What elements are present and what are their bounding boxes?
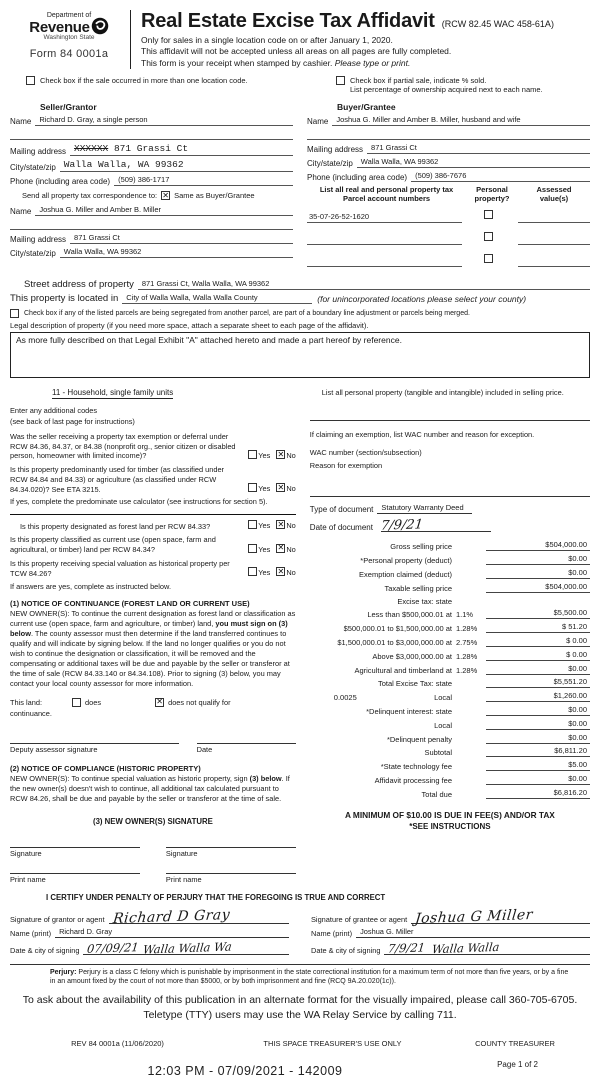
deputy-signature-label: Deputy assessor signature [10,744,98,754]
historic-yes-checkbox[interactable] [248,567,257,576]
right-divider-2 [310,496,590,497]
excise-value: $504,000.00 [486,540,590,551]
grantor-signature: Richard D Gray [111,906,231,927]
logo-revenue-text: Revenue [29,19,90,36]
buyer-mailing-label: Mailing address [307,145,364,155]
this-land-label: This land: [10,697,43,707]
parcel-row [307,205,590,223]
owner-signature-lines [10,838,296,858]
local-rate: 0.0025 [333,693,357,703]
parcel-number-header: List all real and personal property tax Parcel account numbers [319,185,454,204]
treasurer-stamp: 12:03 PM - 07/09/2021 - 142009 [147,1063,343,1078]
notice-continuance-title: (1) NOTICE OF CONTINUANCE (FOREST LAND OR CURRENT USE) [10,599,250,609]
current-use-yes-checkbox[interactable] [248,544,257,553]
additional-codes-note: (see back of last page for instructions) [10,417,135,427]
predominate-use-note: If yes, complete the predominate use calculator (see instructions for section 5). [10,497,268,507]
correspondence-row [22,191,293,200]
middle-section [10,386,590,886]
personal-property-checkbox-2[interactable] [484,232,493,241]
perjury-label: Perjury: [50,968,77,976]
logo-wa-state: Washington State [43,34,95,41]
timber-question: Is this property predominantly used for timber (as classified under RCW 84.84 and 84.33) or agriculture (as classified under RCW 84.34.020)? See ETA 3215. Yes ✕ No [10,465,296,494]
segregated-label: Check box if any of the listed parcels are being segregated from another parcel, are part of a boundary line adjustment or parcels being merged. [24,310,470,318]
land-does-not-label: does not qualify for [168,697,231,707]
notice-compliance-title: (2) NOTICE OF COMPLIANCE (HISTORIC PROPERTY) [10,763,201,773]
buyer-city-field[interactable]: Walla Walla, WA 99362 [357,157,590,168]
correspondence-city-label: City/state/zip [10,249,56,259]
ownership-percentage-note: List percentage of ownership acquired next to each name. [350,85,543,95]
assessed-value-field-3[interactable] [518,256,590,267]
forest-no-checkbox[interactable] [276,520,285,529]
header-instructions [141,35,554,69]
personal-property-checkbox-1[interactable] [484,210,493,219]
left-middle-column [10,386,296,886]
certification-section [10,893,590,955]
excise-value: $0.00 [486,568,590,579]
excise-value: $0.00 [486,554,590,565]
revenue-swirl-icon [91,17,109,35]
form-rcw-ref: (RCW 82.45 WAC 458-61A) [441,19,554,29]
minimum-due-line2: *SEE INSTRUCTIONS [409,821,491,831]
correspondence-label: Send all property tax correspondence to: [22,191,158,201]
parcel-row [307,227,590,245]
timber-no-checkbox[interactable] [276,483,285,492]
excise-value: $6,816.20 [486,788,590,799]
grantor-date-city-field[interactable] [83,938,289,957]
footer-divider [10,964,590,965]
buyer-phone-label: Phone (including area code) [307,173,408,183]
current-use-question-text: Is this property classified as current use (open space, farm and agricultural, or timber) land per RCW 84.34? [10,535,216,555]
seller-mailing-label: Mailing address [10,147,67,157]
current-use-question: Is this property classified as current use (open space, farm and agricultural, or timber) land per RCW 84.34? Yes ✕ No [10,535,296,555]
minimum-due-line1: A MINIMUM OF $10.00 IS DUE IN FEE(S) AND/OR TAX [344,809,555,820]
correspondence-name-label: Name [10,207,32,217]
forest-land-question: Is this property designated as forest land per RCW 84.33? Yes ✕ No [10,520,296,531]
excise-row: Above $3,000,000.00 at 1.28% $ 0.00 [310,650,590,661]
partial-sale-check [336,76,584,94]
seller-column [10,102,293,271]
buyer-name-label: Name [307,117,329,127]
owner-signature-label-1: Signature [10,848,42,858]
seller-name-extra-line[interactable] [10,129,293,140]
excise-row: Total due $6,816.20 [310,788,590,799]
excise-value: $1,260.00 [486,691,590,702]
certify-title: I CERTIFY UNDER PENALTY OF PERJURY THAT THE FOREGOING IS TRUE AND CORRECT [46,892,386,902]
header-instruction-1: Only for sales in a single location code on or after January 1, 2020. [141,35,393,45]
owner-print-label-2: Print name [165,874,202,884]
owner-signature-line-2[interactable] [166,838,296,848]
parcel-number-field-2[interactable] [307,234,462,245]
personal-property-header: Personal property? [474,185,510,204]
land-use-code: 11 - Household, single family units [52,388,174,398]
doc-type-label: Type of document [309,505,374,515]
excise-row: *State technology fee $5.00 [310,760,590,771]
correspondence-name-extra-line[interactable] [10,219,293,230]
continuance-label: continuance. [10,708,52,718]
header-instruction-2: This affidavit will not be accepted unless all areas on all pages are fully completed. [141,46,452,57]
excise-row: *Delinquent penalty $0.00 [310,733,590,744]
excise-row: Subtotal $6,811.20 [310,746,590,757]
alt-format-note [10,993,590,1023]
owner-signature-line-1[interactable] [10,838,140,848]
dor-logo-block [16,8,122,69]
grantor-signature-field[interactable] [109,906,290,927]
logo-dept-of: Department of [46,12,92,19]
footer-row [10,1039,590,1048]
parcel-number-field-1[interactable]: 35-07-26-52-1620 [307,212,462,223]
land-does-label: does [85,697,102,707]
section-divider [10,514,296,515]
segregated-checkbox[interactable] [10,309,19,318]
header-instruction-3-text: This form is your receipt when stamped by cashier. [141,57,333,68]
right-divider-1 [310,420,590,421]
forest-land-question-text: Is this property designated as forest land per RCW 84.33? [20,521,211,531]
seller-phone-field[interactable]: (509) 386-1717 [114,175,293,186]
assessed-value-field-1[interactable] [518,212,590,223]
seller-mailing-value: 871 Grassi Ct [113,143,189,155]
seller-name-label: Name [10,117,32,127]
doc-date-handwriting: 7/9/21 [380,517,424,535]
grantee-certify-block [311,906,590,955]
assessed-value-field-2[interactable] [518,234,590,245]
grantee-name-print-field[interactable]: Joshua G. Miller [356,927,590,938]
deputy-assessor-row [10,734,296,754]
grantee-signature: Joshua G Miller [414,906,534,927]
correspondence-mailing-label: Mailing address [10,235,67,245]
grantee-date-city-label: Date & city of signing [311,945,381,955]
notice-continuance-body: NEW OWNER(S): To continue the current designation as forest land or classification as current use (open space, farm and agriculture, or timber) land, you must sign on (3) below. The county assessor must then determine if the land transferred continues to qualify and will indicate by signing below. If the land no longer qualifies or you do not wish to continue the designation or classification, it will be removed and the compensating or additional taxes will be due and payable by the seller or transferor at the time of sale (RCW 84.33.140 or 84.34.108). Prior to signing (3) below, you may contact your local county assessor for more information. [10,609,296,688]
owner-print-line-2[interactable] [166,864,296,874]
timber-yes-checkbox[interactable] [248,483,257,492]
county-treasurer-label: COUNTY TREASURER [475,1038,555,1048]
excise-value: $ 51.20 [486,622,590,633]
excise-value: $5,500.00 [486,608,590,619]
doc-date-field[interactable] [380,517,491,535]
excise-row: Exemption claimed (deduct) $0.00 [310,568,590,579]
exemption-question-text: Was the seller receiving a property tax exemption or deferral under RCW 84.36, 84.37, or 84.38 (nonprofit org., senior citizen or disabled person, homeowner with limited income)? [10,431,236,461]
owner-signature-label-2: Signature [165,848,198,858]
deputy-date-label: Date [196,744,213,754]
grantor-name-print-label: Name (print) [10,928,52,938]
multiple-location-checkbox[interactable] [26,76,35,85]
partial-sale-checkbox[interactable] [336,76,345,85]
parcel-table-header [307,185,590,203]
seller-mailing-redacted: XXXXXX [74,143,109,155]
historic-question: Is this property receiving special valuation as historical property per TCW 84.26? Yes ✕ No [10,559,296,579]
excise-tax-table [310,540,590,798]
property-section [10,279,590,378]
grantee-date-handwriting: 7/9/21 [387,939,427,956]
excise-row: Taxable selling price $504,000.00 [310,582,590,593]
excise-value: $0.00 [486,664,590,675]
correspondence-name-field[interactable]: Joshua G. Miller and Amber B. Miller [35,205,293,216]
excise-value: $ 0.00 [486,636,590,647]
exemption-yes-checkbox[interactable] [248,450,257,459]
historic-no-checkbox[interactable] [276,567,285,576]
excise-row: $500,000.01 to $1,500,000.00 at 1.28% $ 51.20 [310,622,590,633]
alt-format-line: To ask about the availability of this publication in an alternate format for the visually impaired, please call 360-705-6705. [22,994,578,1007]
excise-value: $504,000.00 [486,582,590,593]
grantor-city-handwriting: Walla Walla Wa [142,938,233,957]
rev-number: REV 84 0001a (11/06/2020) [71,1038,164,1048]
located-in-label: This property is located in [10,293,119,305]
seller-phone-label: Phone (including area code) [10,177,111,187]
seller-mailing-field[interactable] [70,143,293,156]
excise-row: Excise tax: state [310,596,590,606]
excise-row: Local $0.00 [310,719,590,730]
assessed-value-header: Assessed value(s) [536,185,572,204]
treasurer-space-label: THIS SPACE TREASURER'S USE ONLY [263,1038,402,1048]
owner-print-name-lines [10,864,296,884]
grantor-name-print-field[interactable]: Richard D. Gray [55,927,289,938]
timber-question-text: Is this property predominantly used for timber (as classified under RCW 84.84 and 84.33) or agriculture (as classified under RCW 84.34.020)? See ETA 3215. [10,465,225,494]
located-in-field[interactable]: City of Walla Walla, Walla Walla County [122,293,312,304]
perjury-note [50,968,572,988]
buyer-mailing-field[interactable]: 871 Grassi Ct [367,143,590,154]
legal-description-label: Legal description of property (if you need more space, attach a separate sheet to each page of the affidavit). [10,321,369,331]
excise-row: Total Excise Tax: state $5,551.20 [310,677,590,688]
grantee-sig-label: Signature of grantee or agent [311,914,408,924]
notice-compliance-body: NEW OWNER(S): To continue special valuation as historic property, sign (3) below. If the new owner(s) doesn't wish to continue, all additional tax calculated pursuant to RCW 84.26, shall be due and payable by the seller or transferor at the time of sale. [10,773,290,803]
this-land-row [10,698,296,707]
excise-value: $6,811.20 [486,746,590,757]
parcel-row [307,249,590,267]
if-yes-note: If answers are yes, complete as instructed below. [10,582,172,592]
grantor-certify-block [10,906,289,955]
same-as-buyer-checkbox[interactable] [161,191,170,200]
partial-sale-label: Check box if partial sale, indicate % sold. [350,76,487,86]
correspondence-mailing-field[interactable]: 871 Grassi Ct [70,233,293,244]
legal-description-box[interactable]: As more fully described on that Legal Exhibit "A" attached hereto and made a part hereof by reference. [10,332,590,378]
header-instruction-3 [141,58,554,69]
seller-name-field[interactable]: Richard D. Gray, a single person [35,115,293,126]
excise-row: *Delinquent interest: state $0.00 [310,705,590,716]
title-block [141,8,554,69]
form-number: Form 84 0001a [29,48,109,60]
right-middle-column [310,386,590,886]
buyer-name-field[interactable]: Joshua G. Miller and Amber B. Miller, husband and wife [332,115,590,126]
deputy-date-line[interactable] [197,734,296,744]
grantor-date-handwriting: 07/09/21 [86,939,140,956]
excise-row: Gross selling price $504,000.00 [310,540,590,551]
deputy-signature-line[interactable] [10,734,179,744]
personal-property-checkbox-3[interactable] [484,254,493,263]
land-does-not-checkbox[interactable] [155,698,164,707]
additional-codes-label: Enter any additional codes [10,406,98,416]
reason-exemption-label: Reason for exemption [309,461,383,471]
excise-row: Affidavit processing fee $0.00 [310,774,590,785]
multiple-location-label: Check box if the sale occurred in more than one location code. [40,76,248,86]
excise-row: Agricultural and timberland at 1.28% $0.00 [310,664,590,675]
excise-value: $0.00 [486,705,590,716]
party-columns [10,102,590,271]
top-checkboxes [26,76,584,94]
street-address-label: Street address of property [24,279,134,291]
excise-row: $1,500,000.01 to $3,000,000.00 at 2.75% $ 0.00 [310,636,590,647]
perjury-text: Perjury is a class C felony which is punishable by imprisonment in the state correctional institution for a maximum term of not more than five years, or by a fine in an amount fixed by the court of not more than $5000, or by both imprisonment and fine (RCQ 9A.20.020(1c)). [50,968,569,986]
seller-city-field[interactable]: Walla Walla, WA 99362 [60,159,293,172]
excise-value: $5,551.20 [486,677,590,688]
tty-line: Teletype (TTY) users may use the WA Relay Service by calling 711. [143,1009,457,1022]
historic-question-text: Is this property receiving special valuation as historical property per TCW 84.26? [10,558,230,578]
owner-print-line-1[interactable] [10,864,140,874]
excise-value: $ 0.00 [486,650,590,661]
segregated-check-row [10,309,590,318]
excise-value [486,596,590,606]
header-divider [130,10,131,69]
grantee-city-handwriting: Walla Walla [430,939,500,956]
excise-row: Less than $500,000.01 at 1.1% $5,500.00 [310,608,590,619]
correspondence-city-field[interactable]: Walla Walla, WA 99362 [60,247,293,258]
type-or-print-note: Please type or print. [334,57,411,68]
buyer-phone-field[interactable]: (509) 386-7676 [411,171,590,182]
seller-city-label: City/state/zip [10,163,56,173]
stamp-row [10,1059,590,1084]
new-owners-signature-title: (3) NEW OWNER(S) SIGNATURE [92,816,213,826]
excise-value: $0.00 [486,719,590,730]
exemption-no-checkbox[interactable] [276,450,285,459]
parcel-number-field-3[interactable] [307,256,462,267]
excise-row: *Personal property (deduct) $0.00 [310,554,590,565]
exemption-question: Was the seller receiving a property tax exemption or deferral under RCW 84.36, 84.37, or 84.38 (nonprofit org., senior citizen or disabled person, homeowner with limited income)? Yes ✕ No [10,432,296,461]
grantee-name-print-label: Name (print) [311,928,353,938]
multiple-location-check [26,76,336,94]
grantor-sig-label: Signature of grantor or agent [10,914,105,924]
form-header [10,8,590,69]
same-as-buyer-label: Same as Buyer/Grantee [174,191,255,201]
excise-value: $0.00 [486,733,590,744]
unincorporated-note: (for unincorporated locations please select your county) [317,294,527,305]
grantor-date-city-label: Date & city of signing [10,945,80,955]
excise-row: 0.0025 Local $1,260.00 [310,691,590,702]
buyer-column [307,102,590,271]
wac-number-label: WAC number (section/subsection) [309,448,422,458]
page-number: Page 1 of 2 [497,1059,538,1069]
doc-type-field[interactable]: Statutory Warranty Deed [377,503,471,514]
buyer-heading: Buyer/Grantee [337,102,396,113]
excise-value: $5.00 [486,760,590,771]
doc-date-label: Date of document [309,523,373,533]
seller-heading: Seller/Grantor [40,102,97,113]
minimum-due-note [310,810,590,831]
grantee-signature-field[interactable] [411,906,590,927]
personal-property-note: List all personal property (tangible and intangible) included in selling price. [321,388,564,398]
owner-print-label-1: Print name [10,874,46,884]
street-address-field[interactable]: 871 Grassi Ct, Walla Walla, WA 99362 [138,279,590,290]
buyer-city-label: City/state/zip [307,159,353,169]
exemption-note: If claiming an exemption, list WAC number and reason for exception. [309,430,535,440]
forest-yes-checkbox[interactable] [248,520,257,529]
excise-value: $0.00 [486,774,590,785]
land-does-checkbox[interactable] [72,698,81,707]
grantee-date-city-field[interactable] [384,941,590,955]
form-title: Real Estate Excise Tax Affidavit [141,10,435,32]
current-use-no-checkbox[interactable] [276,544,285,553]
buyer-name-extra-line[interactable] [307,129,590,140]
